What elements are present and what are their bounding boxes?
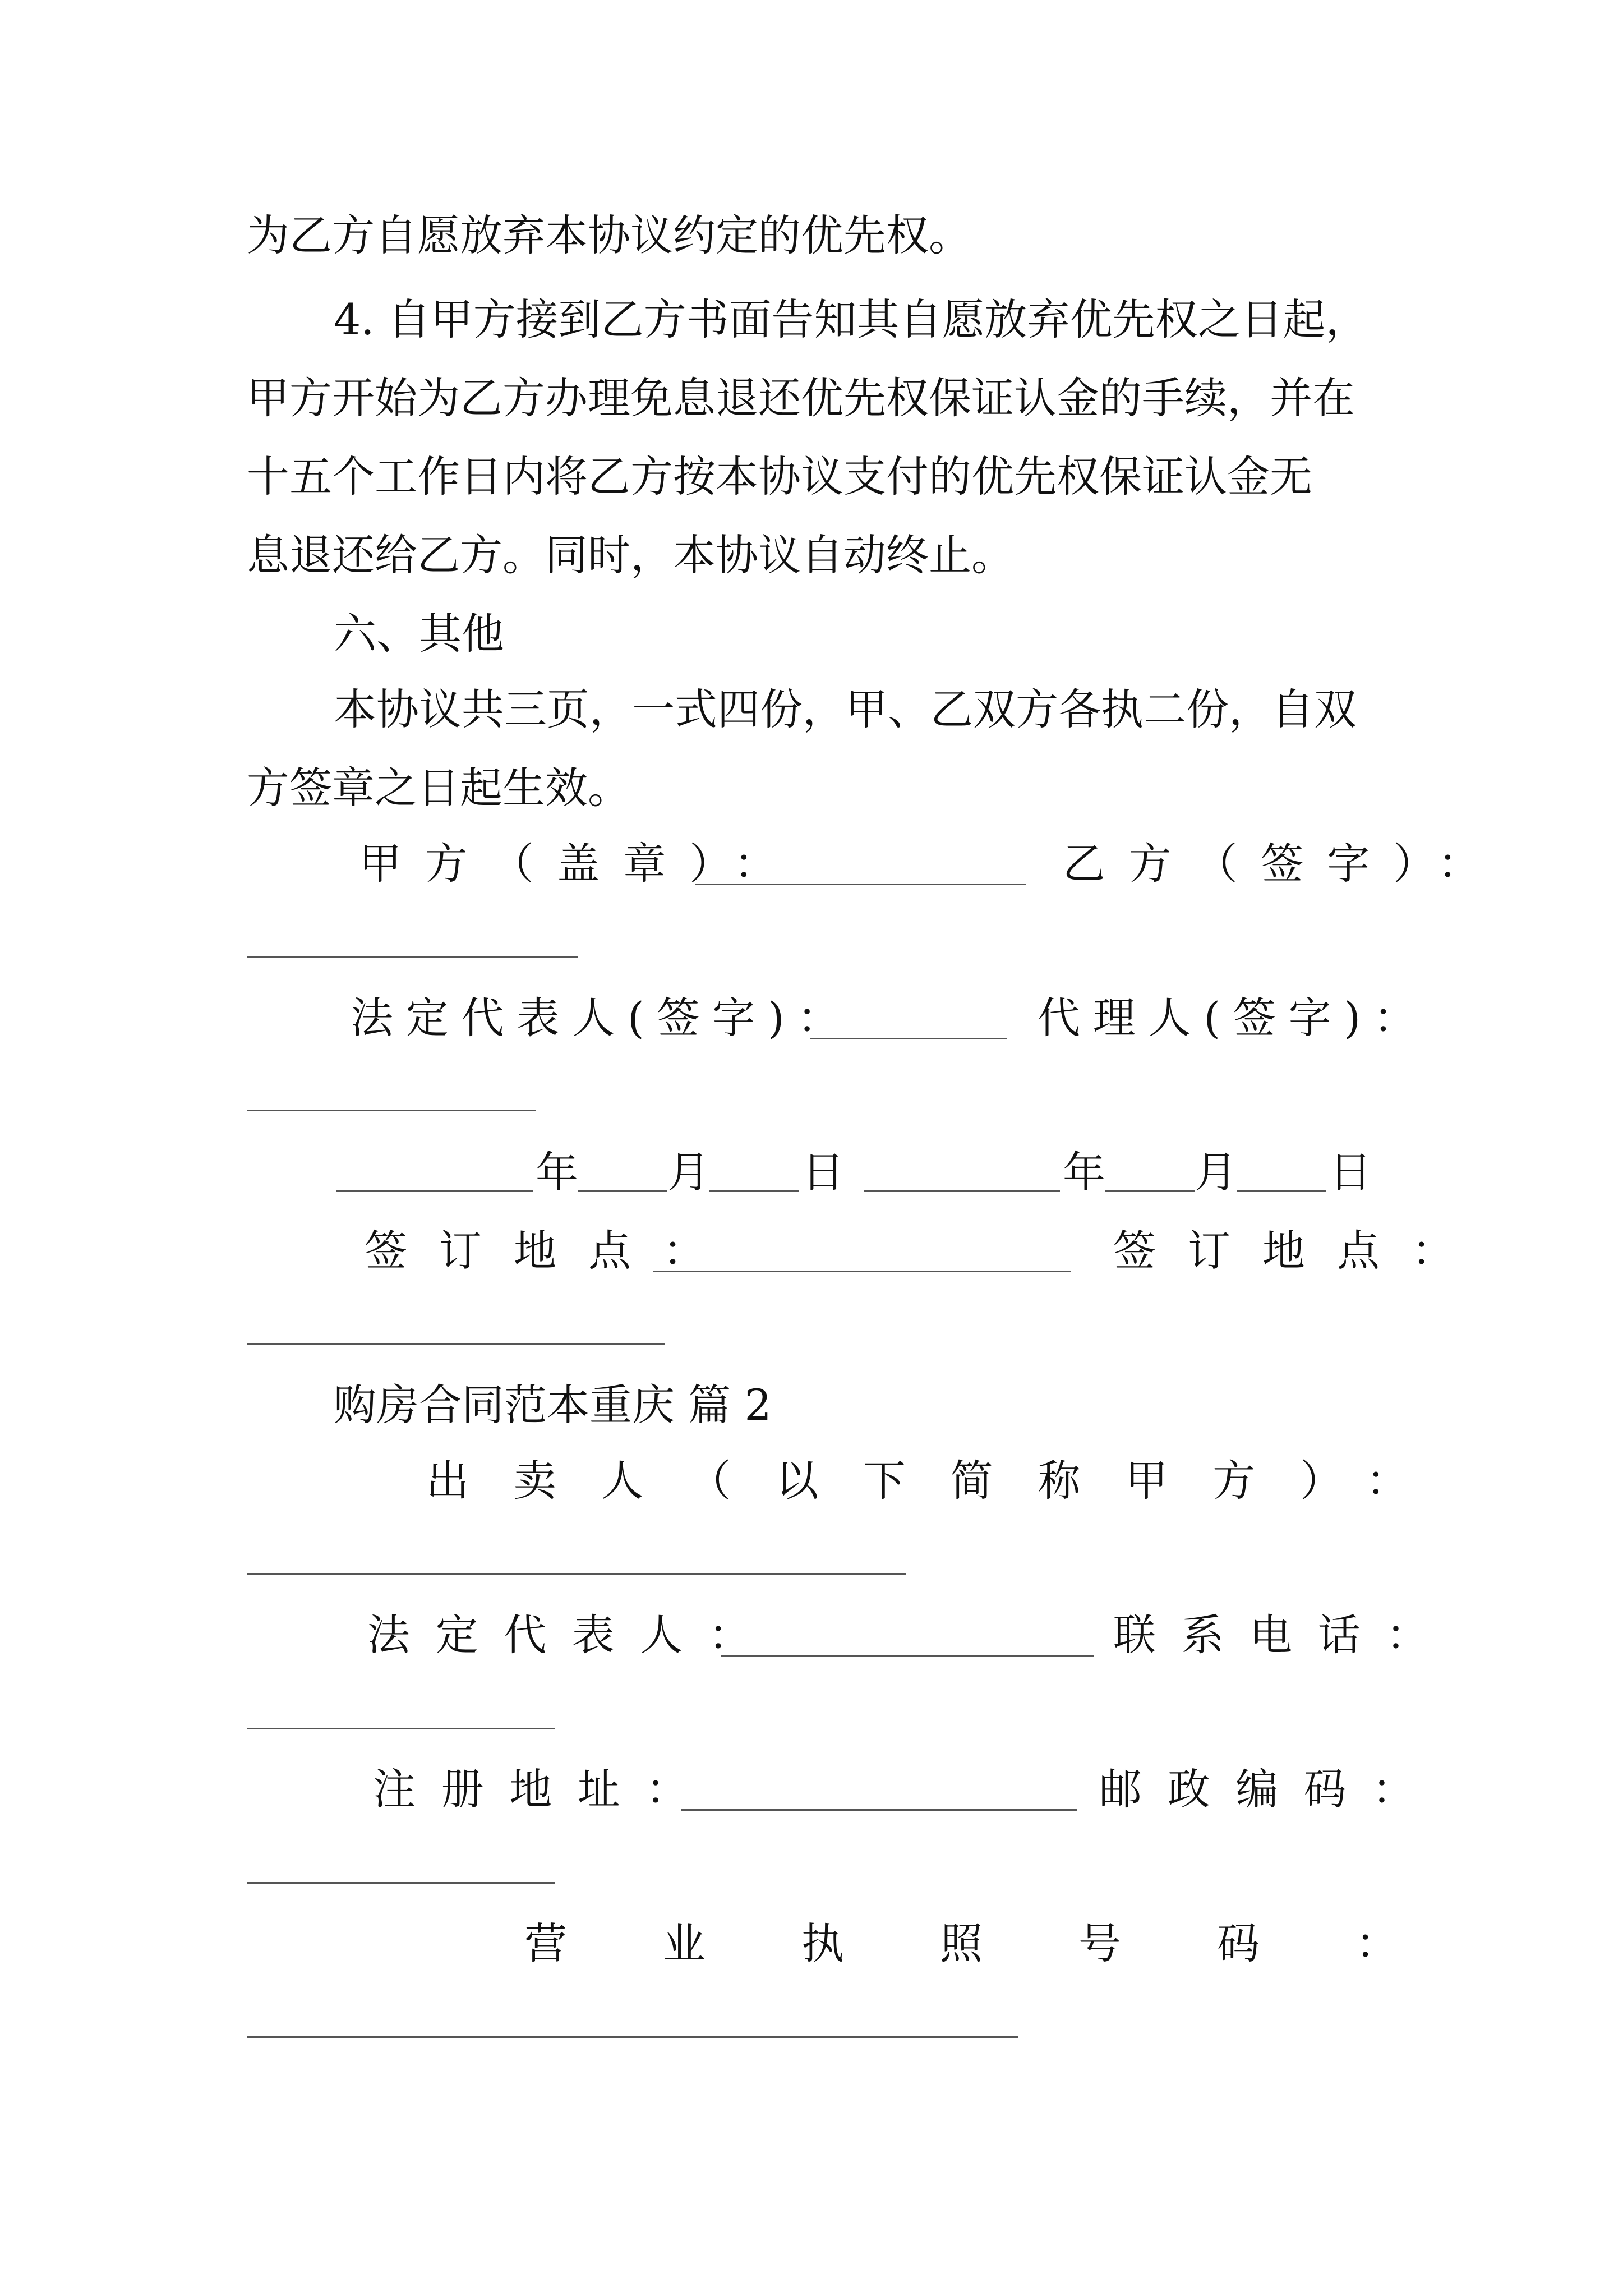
section6-line-2: 方签章之日起生效。 xyxy=(247,763,630,813)
clause4-line-3: 十五个工作日内将乙方按本协议支付的优先权保证认金无 xyxy=(247,452,1312,501)
party-b-sign-label: 乙方（签字）： xyxy=(1063,839,1504,889)
date-a-day-blank[interactable] xyxy=(709,1190,799,1192)
sign-place-b-label: 签订地点： xyxy=(1113,1226,1486,1276)
legal-rep-sign-row xyxy=(351,990,852,1046)
license-row xyxy=(524,1916,1494,1972)
clause4-line-4: 息退还给乙方。同时，本协议自动终止。 xyxy=(247,530,1014,580)
date-b-year-blank[interactable] xyxy=(864,1190,1060,1192)
party-a-seal-blank[interactable] xyxy=(695,884,1026,885)
legal-rep-sign-label: 法定代表人(签字)： xyxy=(351,993,853,1043)
section6-heading: 六、其他 xyxy=(334,609,504,659)
date-a-day-label: 日 xyxy=(802,1147,845,1197)
sign-place-a-blank[interactable] xyxy=(653,1271,1071,1272)
date-b-year-label: 年 xyxy=(1063,1147,1105,1197)
agent-sign-row xyxy=(1038,990,1429,1046)
reg-address-row xyxy=(373,1761,714,1818)
party-b-sign-row xyxy=(1063,836,1504,892)
license-label: 营业执照号码： xyxy=(524,1918,1494,1968)
date-a-month-blank[interactable] xyxy=(578,1190,667,1192)
seller-label: 出卖人（以下简称甲方）： xyxy=(426,1456,1454,1506)
seller-row xyxy=(426,1453,1454,1509)
legal-rep-sign-blank[interactable] xyxy=(810,1038,1007,1039)
postal-code-label: 邮政编码： xyxy=(1099,1764,1440,1814)
date-b-day-label: 日 xyxy=(1329,1147,1372,1197)
postal-code-blank[interactable] xyxy=(247,1882,555,1884)
clause4-line-1 xyxy=(334,292,1388,348)
date-b-month-blank[interactable] xyxy=(1105,1190,1195,1192)
sign-place-a-label: 签订地点： xyxy=(365,1226,737,1276)
seller-blank[interactable] xyxy=(247,1573,906,1575)
agent-sign-label: 代理人(签字)： xyxy=(1038,993,1429,1043)
phone-blank[interactable] xyxy=(247,1728,555,1729)
party-b-sign-blank[interactable] xyxy=(247,956,578,958)
agent-sign-blank[interactable] xyxy=(247,1110,536,1111)
date-b-day-blank[interactable] xyxy=(1237,1190,1326,1192)
legal-rep-label: 法定代表人： xyxy=(367,1610,777,1660)
sign-place-b-row xyxy=(1113,1223,1486,1279)
clause4-line-2: 甲方开始为乙方办理免息退还优先权保证认金的手续，并在 xyxy=(247,373,1355,423)
section6-line-1: 本协议共三页，一式四份，甲、乙双方各执二份，自双 xyxy=(334,684,1357,734)
sign-place-b-blank[interactable] xyxy=(247,1343,665,1345)
phone-row xyxy=(1113,1607,1454,1663)
phone-label: 联系电话： xyxy=(1113,1610,1454,1660)
party-a-seal-label: 甲方（盖章）： xyxy=(359,839,800,889)
date-a-month-label: 月 xyxy=(667,1147,710,1197)
postal-code-row xyxy=(1099,1761,1440,1818)
contract2-title: 购房合同范本重庆 篇 2 xyxy=(334,1380,772,1430)
date-a-year-label: 年 xyxy=(536,1147,578,1197)
reg-address-label: 注册地址： xyxy=(373,1764,714,1814)
legal-rep-row xyxy=(367,1607,777,1663)
license-blank[interactable] xyxy=(247,2036,1018,2038)
clause4-text: 4. 自甲方接到乙方书面告知其自愿放弃优先权之日起， xyxy=(334,295,1368,344)
paragraph-line: 为乙方自愿放弃本协议约定的优先权。 xyxy=(247,210,971,260)
legal-rep-blank[interactable] xyxy=(721,1655,1094,1657)
date-b-month-label: 月 xyxy=(1195,1147,1237,1197)
date-a-year-blank[interactable] xyxy=(336,1190,533,1192)
reg-address-blank[interactable] xyxy=(681,1809,1077,1811)
